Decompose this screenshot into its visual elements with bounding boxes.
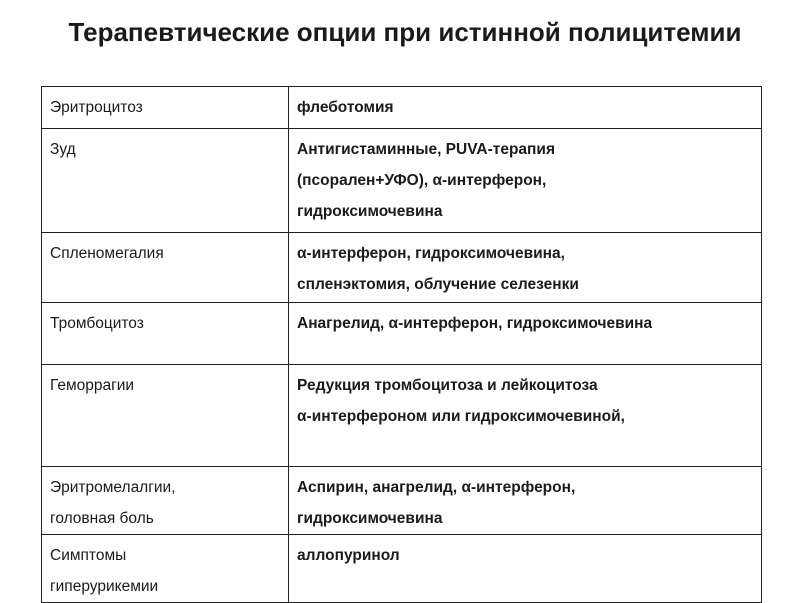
therapy-cell: аллопуринол [289, 535, 762, 603]
condition-cell: Зуд [42, 129, 289, 233]
table-row [42, 129, 762, 233]
therapy-table-container [41, 86, 761, 595]
condition-cell: Симптомы гиперурикемии [42, 535, 289, 603]
therapy-cell: Анагрелид, α-интерферон, гидроксимочевина [289, 303, 762, 365]
therapy-cell: Антигистаминные, PUVA-терапия (псорален+УФО), α-интерферон, гидроксимочевина [289, 129, 762, 233]
table-row [42, 87, 762, 129]
table-row [42, 467, 762, 535]
table-row [42, 233, 762, 303]
condition-cell: Спленомегалия [42, 233, 289, 303]
table-row [42, 535, 762, 603]
slide-title: Терапевтические опции при истинной полицитемии [68, 17, 742, 47]
therapy-cell: флеботомия [289, 87, 762, 129]
table-row [42, 365, 762, 467]
condition-cell: Эритроцитоз [42, 87, 289, 129]
therapy-options-table [41, 86, 762, 603]
condition-cell: Геморрагии [42, 365, 289, 467]
therapy-cell: α-интерферон, гидроксимочевина, спленэктомия, облучение селезенки [289, 233, 762, 303]
condition-cell: Эритромелалгии, головная боль [42, 467, 289, 535]
therapy-cell: Аспирин, анагрелид, α-интерферон, гидроксимочевина [289, 467, 762, 535]
condition-cell: Тромбоцитоз [42, 303, 289, 365]
therapy-cell: Редукция тромбоцитоза и лейкоцитоза α-интерфероном или гидроксимочевиной, [289, 365, 762, 467]
table-row [42, 303, 762, 365]
